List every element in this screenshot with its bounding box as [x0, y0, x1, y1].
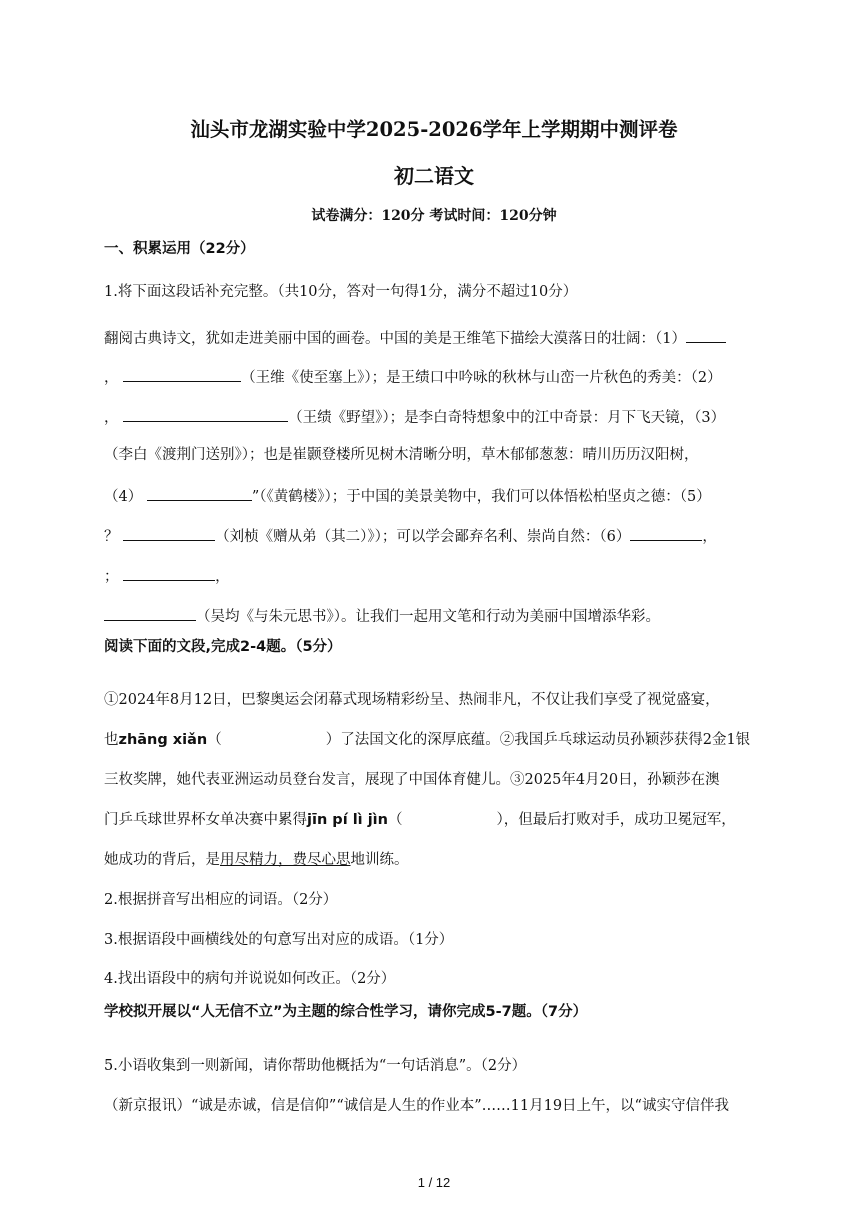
document-title: 汕头市龙湖实验中学2025-2026学年上学期期中测评卷	[190, 118, 678, 141]
question-4: 4.找出语段中的病句并说说如何改正。（2分）	[104, 971, 396, 987]
answer-blank[interactable]	[104, 606, 196, 621]
passage-line-2: 也zhāng xiǎn（ ）了法国文化的深厚底蕴。②我国乒乓球运动员孙颖莎获得2金1银	[104, 732, 751, 748]
answer-blank[interactable]	[630, 526, 702, 541]
question-3: 3.根据语段中画横线处的句意写出对应的成语。（1分）	[104, 932, 454, 948]
page-number: 1 / 12	[417, 1175, 451, 1190]
pinyin: jīn pí lì jìn	[307, 812, 388, 828]
q1-line-1: 翻阅古典诗文，犹如走进美丽中国的画卷。中国的美是王维笔下描绘大漠落日的壮阔：（1）	[104, 328, 726, 348]
question-2: 2.根据拼音写出相应的词语。（2分）	[104, 892, 338, 908]
exam-info: 试卷满分：120分 考试时间：120分钟	[311, 208, 557, 224]
passage-line-1: ①2024年8月12日，巴黎奥运会闭幕式现场精彩纷呈、热闹非凡，不仅让我们享受了视觉盛宴，	[104, 692, 720, 708]
question-5: 5.小语收集到一则新闻，请你帮助他概括为“一句话消息”。（2分）	[104, 1058, 527, 1074]
section-heading-2: 阅读下面的文段,完成2-4题。（5分）	[104, 639, 342, 655]
q1-line-4: （李白《渡荆门送别》）；也是崔颢登楼所见树木清晰分明，草木郁郁葱葱：晴川历历汉阳树，	[104, 447, 699, 463]
news-text: （新京报讯）“诚是赤诚，信是信仰”“诚信是人生的作业本”……11月19日上午，以“诚实守信伴我	[104, 1098, 729, 1114]
document-subject: 初二语文	[394, 164, 474, 188]
answer-blank[interactable]	[147, 486, 252, 501]
answer-blank[interactable]	[123, 407, 288, 422]
section-heading-3: 学校拟开展以“人无信不立”为主题的综合性学习，请你完成5-7题。（7分）	[104, 1004, 588, 1020]
passage-line-5: 她成功的背后，是用尽精力，费尽心思地训练。	[104, 852, 409, 868]
passage-line-3: 三枚奖牌，她代表亚洲运动员登台发言，展现了中国体育健儿。③2025年4月20日，孙颖莎在澳	[104, 772, 720, 788]
underlined-phrase: 用尽精力，费尽心思	[220, 852, 351, 868]
pinyin: zhāng xiǎn	[118, 732, 208, 748]
q1-line-8: （吴均《与朱元思书》）。让我们一起用文笔和行动为美丽中国增添华彩。	[104, 606, 660, 626]
section-heading-1: 一、积累运用（22分）	[104, 241, 255, 257]
q1-line-7: ； ，	[104, 566, 230, 586]
q1-line-5: （4） ”（《黄鹤楼》）；于中国的美景美物中，我们可以体悟松柏坚贞之德：（5）	[104, 486, 711, 506]
answer-blank[interactable]	[123, 526, 215, 541]
q1-line-2: ， （王维《使至塞上》）；是王绩口中吟咏的秋林与山峦一片秋色的秀美：（2）	[104, 367, 722, 387]
q1-line-3: ， （王绩《野望》）；是李白奇特想象中的江中奇景：月下飞天镜，（3）	[104, 407, 725, 427]
answer-blank[interactable]	[686, 328, 726, 343]
q1-line-6: ？ （刘桢《赠从弟（其二）》）；可以学会鄙弃名利、崇尚自然：（6） ，	[104, 526, 717, 546]
answer-blank[interactable]	[123, 367, 241, 382]
answer-blank[interactable]	[123, 566, 215, 581]
passage-line-4: 门乒乓球世界杯女单决赛中累得jīn pí lì jìn（ ），但最后打败对手，成功卫冕冠军，	[104, 812, 736, 828]
question-1-prompt: 1.将下面这段话补充完整。（共10分，答对一句得1分，满分不超过10分）	[104, 284, 578, 300]
